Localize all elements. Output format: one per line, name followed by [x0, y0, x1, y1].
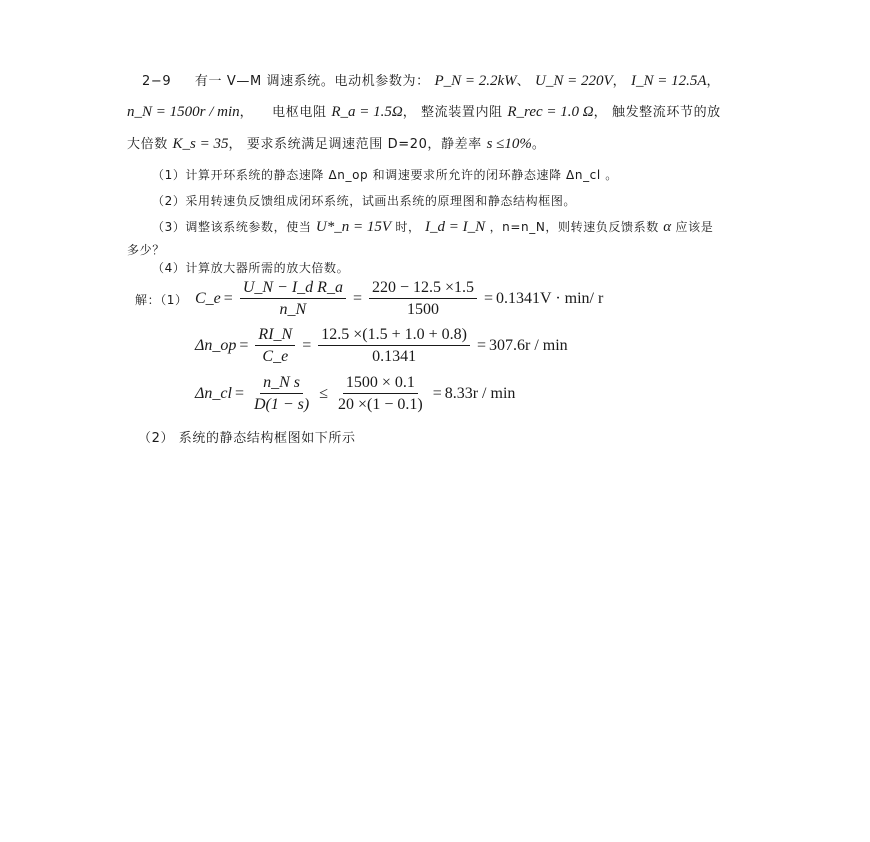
- ce-numeric-fraction: $\frac{220 - 12.5 \times 1.5}{1500}$: [369, 279, 477, 318]
- rectifier-resistance-label: 整流装置内阻: [421, 105, 503, 120]
- dnop-numeric-fraction: $\frac{12.5 \times(1.5 + 1.0 + 0.8)}{0.1341}$: [318, 326, 470, 365]
- equation-closed-loop-drop: Δn_cl = $\frac{\text{n\_N s}}{D(1 - s)}$ ≤ $\frac{1500 \times 0.1}{20 \times(1 - 0.1)}$ = 8.33r / min: [195, 374, 516, 413]
- armature-resistance-label: 电枢电阻: [272, 105, 327, 120]
- dnop-lhs: Δn_op: [195, 336, 237, 354]
- dncl-lhs: Δn_cl: [195, 384, 232, 402]
- problem-line-3: 大倍数 K_s = 35， 要求系统满足调速范围 D=20，静差率 s ≤10%。: [127, 136, 546, 152]
- dnop-symbolic-fraction: $\frac{RI\_N}{C\_e}$: [255, 326, 295, 365]
- question-2: （2）采用转速负反馈组成闭环系统，试画出系统的原理图和静态结构框图。: [152, 194, 577, 208]
- question-3-text-a: （3）调整该系统参数，使当: [152, 220, 312, 234]
- equation-open-loop-drop: Δn_op = $\frac{RI\_N}{C\_e}$ = $\frac{12.5 \times(1.5 + 1.0 + 0.8)}{0.1341}$ = 307.6r / min: [195, 326, 568, 365]
- rated-power: P_N = 2.2kW: [434, 73, 517, 89]
- problem-line-1: 2−9 有一 V—M 调速系统。电动机参数为： P_N = 2.2kW、 U_N = 220V， I_N = 12.5A，: [142, 73, 721, 89]
- ce-lhs: C_e: [195, 289, 221, 307]
- problem-intro: 有一 V—M 调速系统。电动机参数为：: [194, 74, 430, 89]
- rated-speed: n_N = 1500r / min: [127, 104, 240, 120]
- question-4: （4）计算放大器所需的放大倍数。: [152, 261, 350, 275]
- dncl-numeric-fraction: $\frac{1500 \times 0.1}{20 \times(1 - 0.1)}$: [337, 374, 423, 413]
- armature-resistance: R_a = 1.5Ω: [331, 104, 403, 120]
- reference-voltage: U*_n = 15V: [315, 219, 391, 235]
- problem-line-2: n_N = 1500r / min， 电枢电阻 R_a = 1.5Ω， 整流装置内阻 R_rec = 1.0 Ω， 触发整流环节的放: [127, 104, 721, 120]
- requirement-text: 要求系统满足调速范围 D=20，静差率: [246, 137, 482, 152]
- slip-limit: s ≤10%: [486, 136, 532, 152]
- equation-ce: C_e = $\frac{\text{U\_N − I\_d R\_a}}{n\_N}$ = $\frac{220 - 12.5 \times 1.5}{1500}$ = 0.1341V · min/ r: [195, 279, 604, 318]
- rated-voltage: U_N = 220V: [534, 73, 613, 89]
- gain-value: K_s = 35: [172, 136, 229, 152]
- solution-part-2: （2） 系统的静态结构框图如下所示: [138, 431, 356, 446]
- solution-label: 解：（1）: [135, 293, 188, 307]
- feedback-coefficient: α: [663, 219, 672, 235]
- question-3-text-b: 时，: [395, 220, 421, 234]
- current-condition: I_d = I_N: [425, 219, 486, 235]
- dncl-symbolic-fraction: $\frac{\text{n\_N s}}{D(1 - s)}$: [253, 374, 310, 413]
- question-3-continued: 多少？: [127, 243, 165, 257]
- problem-number: 2−9: [142, 74, 172, 89]
- question-3-text-c: ，n=n_N，则转速负反馈系数: [489, 220, 659, 234]
- question-1: （1）计算开环系统的静态速降 Δn_op 和调速要求所允许的闭环静态速降 Δn_cl 。: [152, 168, 618, 182]
- trigger-label: 触发整流环节的放: [611, 105, 721, 120]
- question-3: [152, 218, 713, 236]
- dncl-result: 8.33r / min: [444, 384, 516, 402]
- ce-symbolic-fraction: $\frac{\text{U\_N − I\_d R\_a}}{n\_N}$: [240, 279, 346, 318]
- rated-current: I_N = 12.5A: [630, 73, 707, 89]
- rectifier-resistance: R_rec = 1.0 Ω: [507, 104, 594, 120]
- dnop-result: 307.6r / min: [489, 336, 568, 354]
- ce-result: 0.1341V · min/ r: [496, 289, 604, 307]
- gain-label: 大倍数: [127, 137, 168, 152]
- question-3-text-d: 应该是: [675, 220, 714, 234]
